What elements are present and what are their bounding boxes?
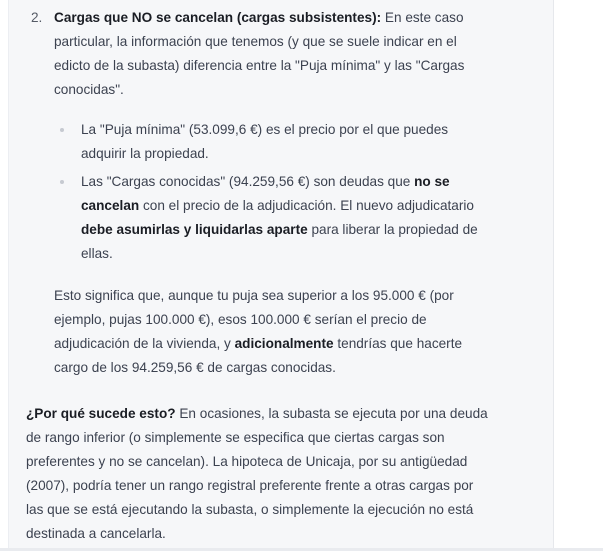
bullet-list [54, 118, 488, 266]
bullet-puja-minima: La "Puja mínima" (53.099,6 €) es el precio por el que puedes adquirir la propiedad. [81, 118, 488, 166]
list-number: 2. [31, 10, 43, 25]
item-intro: Cargas que NO se cancelan (cargas subsistentes): En este caso particular, la información que tenemos (y que se suele indicar en el edicto de la subasta) diferencia entre la "Puja mínima" y las "Cargas conocidas". [54, 10, 465, 97]
list-item-cargas-subsistentes [26, 6, 488, 380]
bullet-dot-icon [60, 128, 64, 132]
item-explanation: Esto significa que, aunque tu puja sea superior a los 95.000 € (por ejemplo, pujas 100.000 €), esos 100.000 € serían el precio de adjudicación de la vivienda, y adicionalmente tendrías que hacerte cargo de los 94.259,56 € de cargas conocidas. [54, 288, 463, 375]
why-paragraph: ¿Por qué sucede esto? En ocasiones, la subasta se ejecuta por una deuda de rango inferior (o simplemente se especifica que ciertas cargas son preferentes y no se cancelan). La hipoteca de Unicaja, por su antigüedad (2007), podría tener un rango registral preferente frente a otras cargas por las que se está ejecutando la subasta, o simplemente la ejecución no está destinada a cancelarla. [26, 406, 488, 541]
bullet-cargas-conocidas: Las "Cargas conocidas" (94.259,56 €) son deudas que no se cancelan con el precio de la adjudicación. El nuevo adjudicatario debe asumirlas y liquidarlas aparte para liberar la propiedad de ellas. [81, 170, 488, 266]
bullet-dot-icon [60, 180, 64, 184]
message-panel [8, 0, 554, 548]
item-title: Cargas que NO se cancelan (cargas subsistentes): [54, 10, 382, 25]
